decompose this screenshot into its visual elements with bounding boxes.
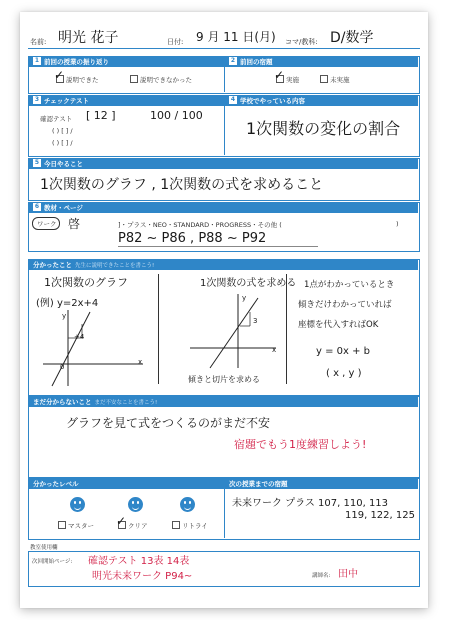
level-header: 分かったレベル	[29, 479, 224, 489]
check-mark-icon: ✓	[274, 68, 285, 82]
slope-label: 3	[253, 317, 258, 325]
point-note-2: 傾きだけわかっていれば	[298, 300, 392, 310]
check-mark-icon: ✓	[116, 514, 127, 528]
not-understood-header: まだ分からないこと まだ不安なことを書こう!	[29, 397, 418, 407]
formula: y = 0x + b	[316, 346, 371, 357]
teacher-name-label: 講師名:	[312, 573, 331, 579]
level-clear[interactable]: クリア	[118, 521, 148, 530]
understood-header: 分かったこと 先生に説明できたことを書こう!	[29, 260, 418, 270]
check-mark-icon: ✓	[54, 68, 65, 82]
point-note-1: 1点がわかっているとき	[304, 280, 395, 290]
axis-y-label-2: y	[242, 294, 247, 302]
material-options: ]・プラス・NEO・STANDARD・PROGRESS・その他 (	[118, 221, 282, 229]
retry-face-icon	[180, 497, 195, 512]
next-homework-line-2: 119, 122, 125	[345, 510, 415, 521]
period-label: コマ/教科:	[285, 38, 318, 46]
level-master[interactable]: マスター	[58, 521, 94, 530]
not-understood-content: グラフを見て式をつくるのがまだ不安	[66, 416, 271, 430]
date-label: 日付:	[167, 38, 184, 46]
clear-face-icon	[128, 497, 143, 512]
divider	[224, 479, 225, 538]
worksheet-paper	[20, 12, 428, 608]
axis-y-label: y	[62, 312, 67, 320]
check-test-number: [ 12 ]	[86, 109, 116, 122]
next-homework-line-1: 未来ワーク プラス 107, 110, 113	[232, 498, 389, 509]
check-row-2: ( ) [ ] /	[52, 127, 73, 135]
graph-example: (例) y=2x+4	[36, 298, 99, 309]
graph-sketch-2	[180, 290, 280, 370]
header-underline	[28, 48, 420, 49]
check-header: 3 チェックテスト	[29, 96, 224, 106]
column-divider	[286, 274, 287, 384]
homework-option-not-done[interactable]: 未実施	[320, 75, 350, 84]
graph-heading: 1次関数のグラフ	[44, 276, 128, 289]
review-option-explained[interactable]: 説明できた	[56, 75, 99, 84]
intercept-label: +4	[74, 333, 85, 341]
teacher-comment: 宿題でもう1度練習しよう!	[234, 438, 367, 451]
teacher-name: 田中	[338, 569, 358, 580]
today-content: 1次関数のグラフ , 1次関数の式を求めること	[40, 177, 324, 193]
materials-header: 6 教材・ページ	[29, 203, 418, 213]
teacher-section-label: 教室使用欄	[30, 545, 58, 551]
school-content: 1次関数の変化の割合	[246, 119, 401, 138]
material-pages: P82 ~ P86 , P88 ~ P92	[118, 231, 267, 246]
check-row-3: ( ) [ ] /	[52, 139, 73, 147]
divider	[224, 96, 225, 155]
next-homework-header: 次の授業までの宿題	[225, 479, 418, 489]
column-divider	[158, 274, 159, 384]
review-header: 1 前回の授業の振り返り	[29, 57, 224, 67]
graph-sketch-1	[38, 308, 148, 388]
start-page-line-1: 確認テスト 13表 14表	[88, 556, 190, 567]
review-option-not-explained[interactable]: 説明できなかった	[130, 75, 192, 84]
teacher-box	[28, 551, 420, 587]
homework-option-done[interactable]: 実施	[276, 75, 299, 84]
checkbox-icon[interactable]	[130, 75, 138, 83]
checkbox-icon[interactable]	[172, 521, 180, 529]
equation-heading: 1次関数の式を求める	[200, 278, 297, 289]
school-header: 4 学校でやっている内容	[225, 96, 418, 106]
material-type-label: ワーク	[37, 220, 57, 228]
coords: ( x , y )	[326, 368, 362, 379]
master-face-icon	[70, 497, 85, 512]
axis-x-label-2: x	[272, 346, 277, 354]
axis-x-label: x	[138, 358, 143, 366]
point-note-3: 座標を代入すればOK	[298, 320, 379, 330]
material-type-value: 啓	[68, 217, 81, 231]
today-header: 5 今日やること	[29, 159, 418, 169]
level-retry[interactable]: リトライ	[172, 521, 208, 530]
divider	[224, 57, 225, 92]
material-options-end: )	[396, 220, 399, 228]
homework-header: 2 前回の宿題	[225, 57, 418, 67]
student-name: 明光 花子	[58, 30, 119, 46]
pages-underline	[118, 246, 318, 247]
period-value: D/数学	[330, 30, 374, 46]
start-page-line-2: 明光未来ワーク P94~	[92, 571, 193, 582]
name-label: 名前:	[30, 38, 47, 46]
check-test-label: 確認テスト	[40, 115, 73, 123]
slope-note: 傾きと切片を求める	[188, 375, 260, 384]
date-value: 9 月 11 日(月)	[196, 30, 276, 44]
checkbox-icon[interactable]	[320, 75, 328, 83]
start-page-label: 次回開始ページ:	[32, 559, 73, 565]
origin-label: 0	[60, 363, 65, 371]
checkbox-icon[interactable]	[58, 521, 66, 529]
check-test-score: 100 / 100	[150, 109, 203, 122]
